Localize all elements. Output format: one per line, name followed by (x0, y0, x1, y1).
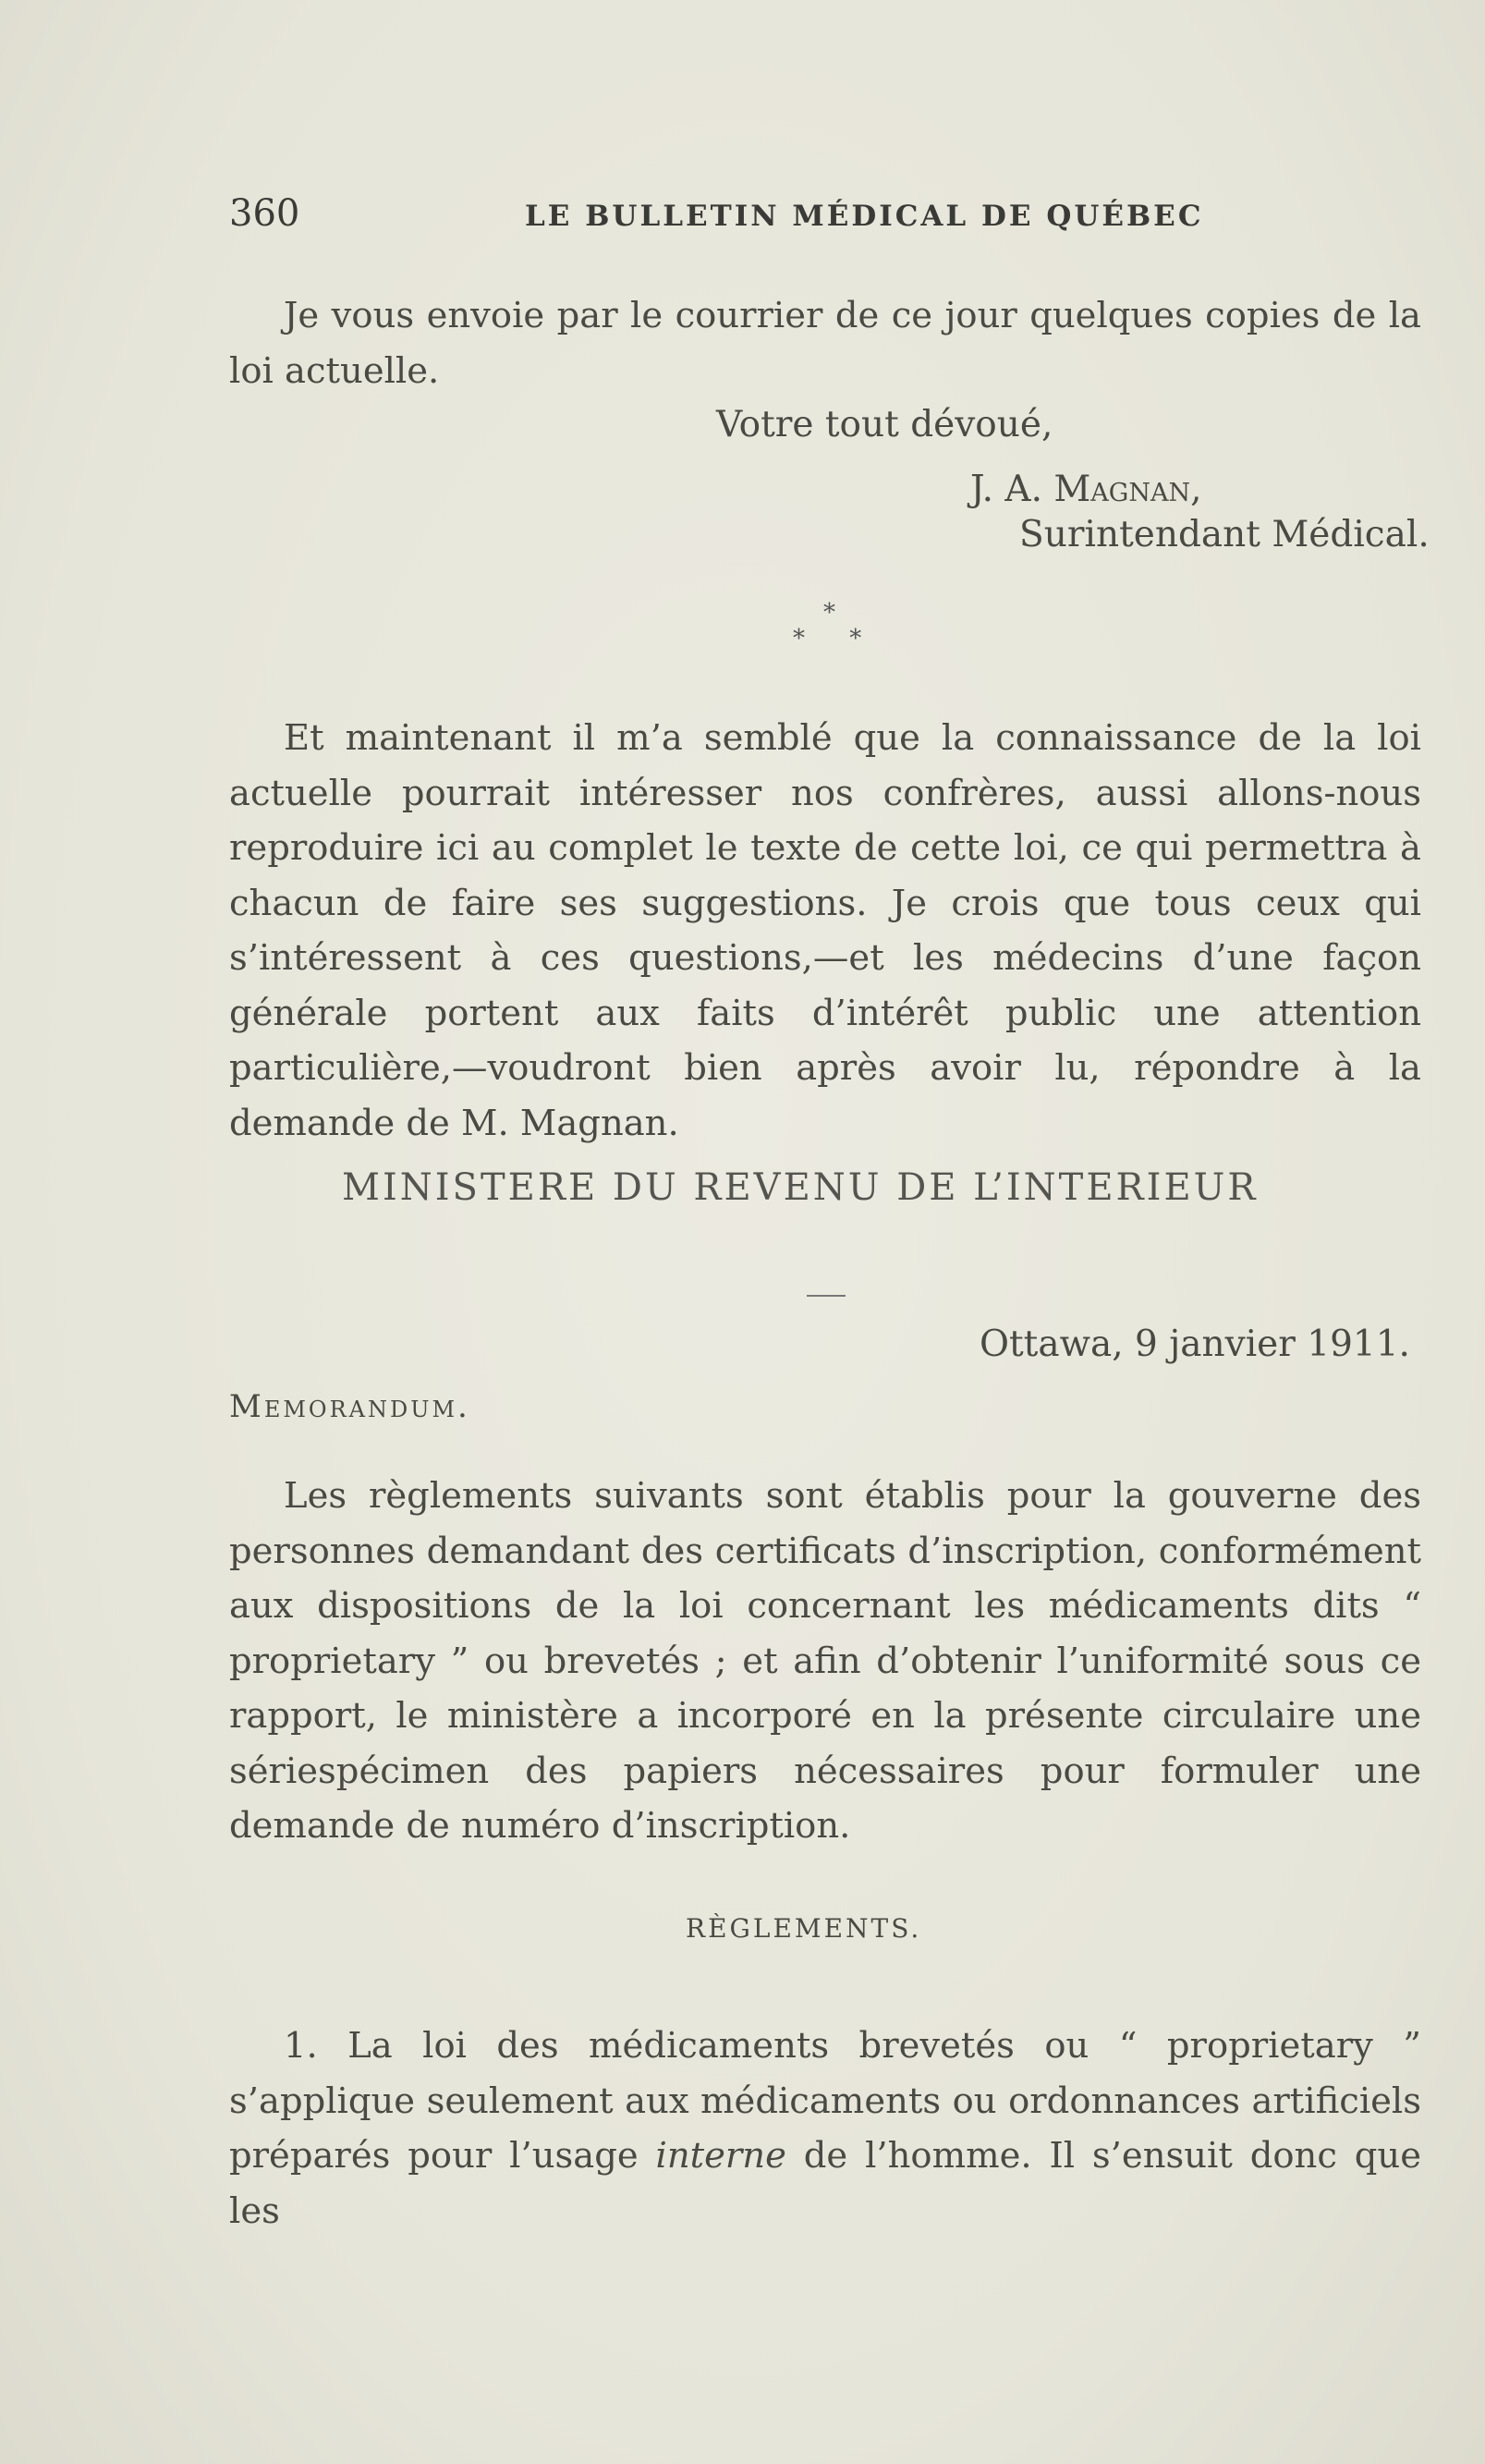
signature-title: Surintendant Médical. (1019, 514, 1430, 555)
memorandum-intro (229, 1469, 1421, 1854)
section-title: MINISTERE DU REVENU DE L’INTERIEUR (342, 1166, 1259, 1209)
letter-closing: Votre tout dévoué, (716, 404, 1053, 445)
page-number: 360 (229, 192, 300, 235)
commentary-paragraph (229, 711, 1421, 1151)
star-separator-top: * (823, 599, 835, 627)
regulation-1-text (229, 2019, 1421, 2238)
page-header (229, 192, 1421, 238)
letter-opening-text: Je vous envoie par le courrier de ce jour quelques copies de la loi actuelle. (229, 295, 1421, 392)
short-rule (807, 1295, 846, 1297)
regulation-1-before: La loi des médicaments brevetés ou “ proprietary ” s’applique seulement aux médicaments ou ordonnances artificiels préparés pour l’usage (229, 2025, 1421, 2177)
regulation-1-after: de l’homme. Il s’ensuit donc que les (229, 2135, 1421, 2232)
signature-name: J. A. Magnan, (970, 469, 1202, 510)
regulation-1-number: 1. (284, 2025, 318, 2067)
regulations-heading: RÈGLEMENTS. (686, 1913, 922, 1944)
star-separator-bottom: * * (793, 625, 881, 653)
memorandum-label: Memorandum. (229, 1388, 470, 1425)
dateline: Ottawa, 9 janvier 1911. (980, 1323, 1410, 1365)
letter-opening (229, 288, 1421, 398)
memorandum-intro-text: Les règlements suivants sont établis pour la gouverne des personnes demandant des certificats d’inscription, conformément aux dispositions de la loi concernant les médicaments dits “ proprietary ” ou brevetés ; et afin d’obtenir l’uniformité sous ce rapport, le ministère a incorporé en la présente circulaire une sériespécimen des papiers nécessaires pour formuler une demande de numéro d’inscription. (229, 1475, 1421, 1847)
commentary-text: Et maintenant il m’a semblé que la connaissance de la loi actuelle pourrait intéresser nos confrères, aussi allons-nous reproduire ici au complet le texte de cette loi, ce qui permettra à chacun de faire ses suggestions. Je crois que tous ceux qui s’intéressent à ces questions,—et les médecins d’une façon générale portent aux faits d’intérêt public une attention particulière,—voudront bien après avoir lu, répondre à la demande de M. Magnan. (229, 717, 1421, 1144)
regulation-1 (229, 2019, 1421, 2238)
regulation-1-emphasis: interne (655, 2135, 786, 2177)
running-title: LE BULLETIN MÉDICAL DE QUÉBEC (525, 200, 1204, 233)
